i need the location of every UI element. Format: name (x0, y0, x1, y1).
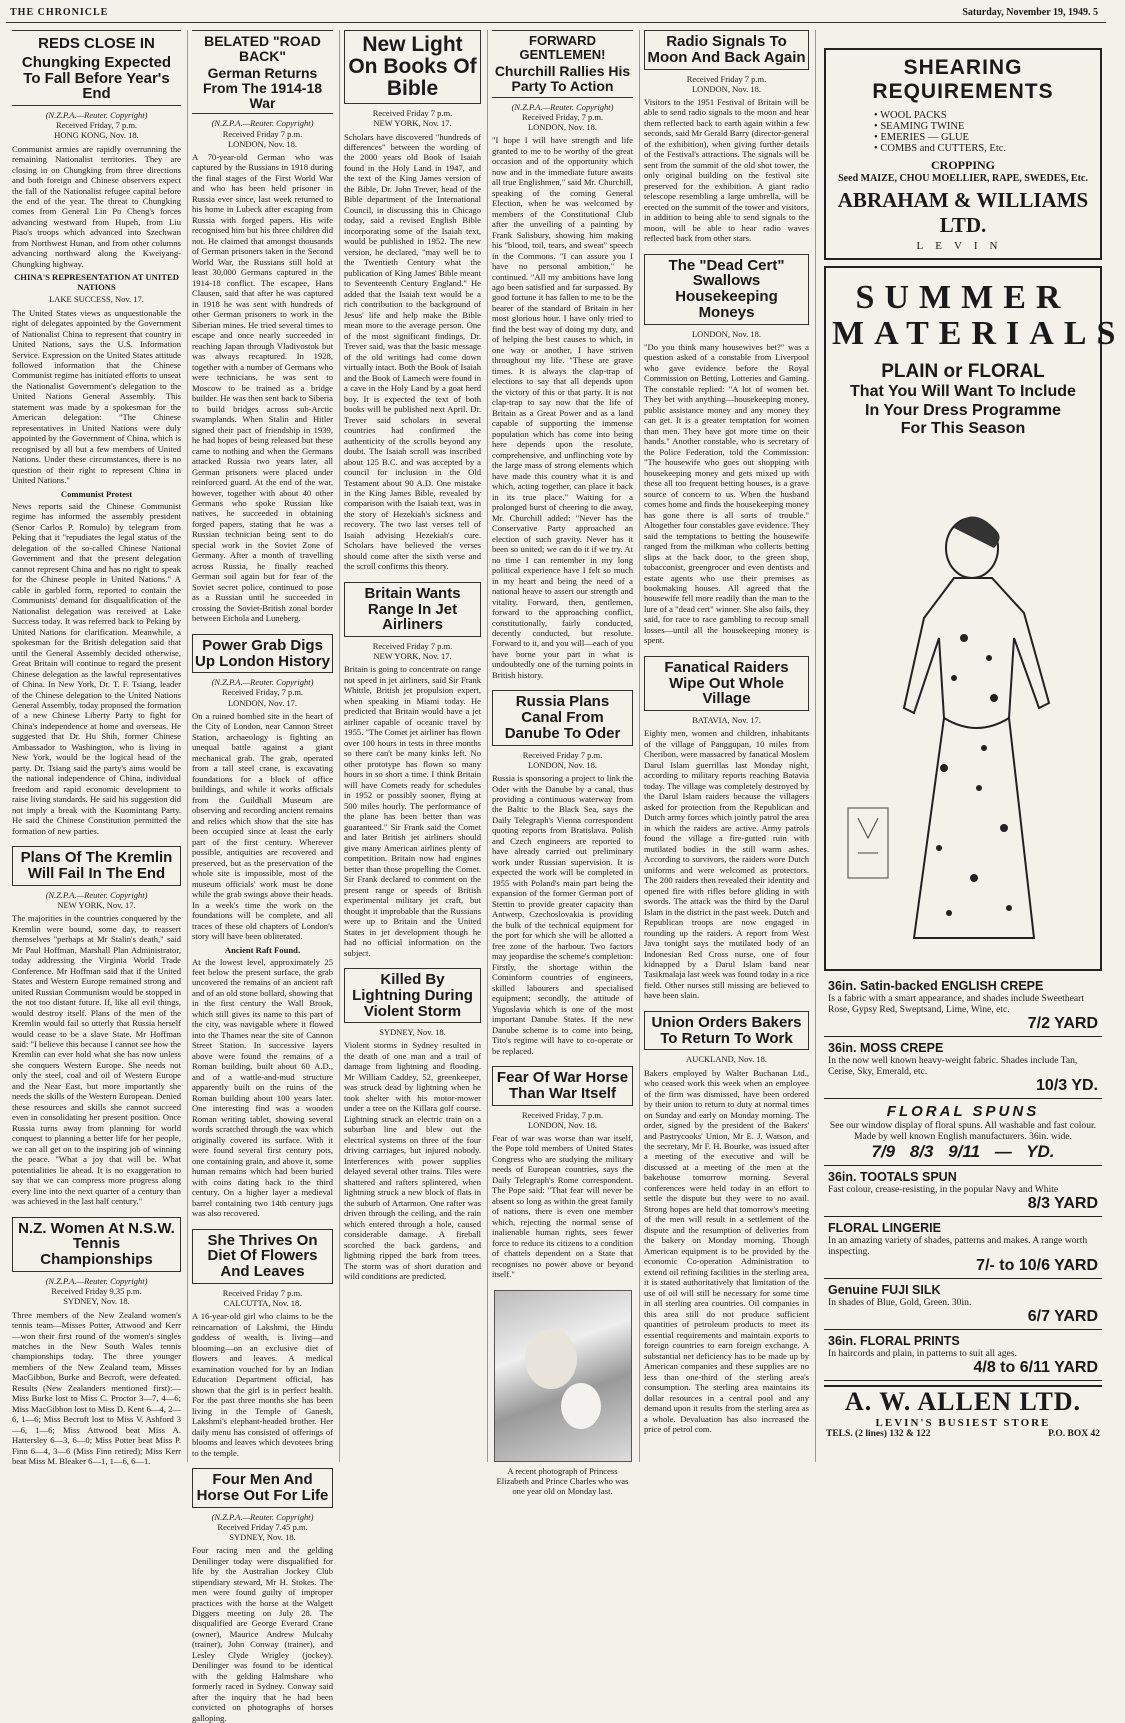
photo-figure (561, 1383, 601, 1429)
dateline: Received Friday 7 p.m. LONDON, Nov. 18. (686, 73, 767, 94)
fabric-name: Genuine FUJI SILK (828, 1283, 941, 1298)
issue-date: Saturday, November 19, 1949. 5 (962, 7, 1098, 18)
fabric-desc: In shades of Blue, Gold, Green. 30in. (828, 1297, 972, 1309)
ad-seed-line: Seed MAIZE, CHOU MOELLIER, RAPE, SWEDES, Etc. (838, 173, 1088, 184)
fabric-price: 6/7 YARD (1027, 1308, 1098, 1326)
ad-title: SHEARING REQUIREMENTS (872, 56, 1054, 103)
fabric-item (824, 1166, 1102, 1217)
dateline: (N.Z.P.A.—Reuter. Copyright) Received Friday, 7 p.m. HONG KONG, Nov. 18. (45, 110, 148, 141)
photo-figure (525, 1329, 577, 1389)
dateline: (N.Z.P.A.—Reuter. Copyright) Received Friday, 7 p.m. LONDON, Nov. 18. (511, 101, 614, 133)
story-warhorse (492, 1066, 633, 1280)
subhead: Communist Protest (60, 488, 133, 499)
fabric-item (824, 1099, 1102, 1166)
shearing-ad (824, 48, 1102, 260)
dateline: (N.Z.P.A.—Reuter. Copyright) Received Friday 7 p.m. LONDON, Nov. 18. (211, 118, 314, 149)
headline: The "Dead Cert" Swallows Housekeeping Moneys (644, 254, 809, 325)
dateline: BATAVIA, Nov. 17. (692, 715, 761, 726)
story-reds (12, 30, 181, 836)
story-body: Britain is going to concentrate on range not speed in jet airliners, said Sir Frank Whittle, British jet propulsion expert, when speaking in Miami today. He predicted that Britain would have a jet airliner capable of oceanic travel by 1955. "The Comet jet airliner has flown over 100 hours in tests in three months so there can't be many kinks left. No other prototype has flown so many hours in so short a time. I think Britain will have Comets ready for schedules in 1952 or possibly sooner, flying at 500 miles hourly. The performance of the plane has been better than was guaranteed." Sir Frank said the Comet and later British jet airliners should give many American airlines plenty of competition. Britain now had engines better than those propelling the Comet. Sir Frank declared to comment on the present range or speeds of British experimental military jet craft, but thought it improbable that the Russians were up to Britain and the United States in jet development though he had no official information on the subject. (344, 664, 481, 958)
fabric-desc: Fast colour, crease-resisting, in the popular Navy and White (828, 1184, 1059, 1196)
ad-list-item: • COMBS and CUTTERS, Etc. (874, 143, 1092, 154)
fabric-desc: In an amazing variety of shades, patterns and makes. A range worth inspecting. (828, 1235, 1088, 1258)
headline: Killed By Lightning During Violent Storm (344, 968, 481, 1023)
fabric-desc: In haircords and plain, in patterns to suit all ages. (828, 1348, 1017, 1360)
headline: N.Z. Women At N.S.W. Tennis Championships (12, 1217, 181, 1272)
fabric-name: FLORAL LINGERIE (828, 1221, 941, 1236)
store-po-box: P.O. BOX 42 (1048, 1429, 1100, 1440)
story-bakers (644, 1011, 809, 1435)
story-lightning (344, 968, 481, 1282)
headline: Russia Plans Canal From Danube To Oder (492, 690, 633, 745)
dateline: (N.Z.P.A.—Reuter. Copyright) Received Friday 9.35 p.m. SYDNEY, Nov. 18. (45, 1275, 148, 1307)
dateline: (N.Z.P.A.—Reuter. Copyright) Received Friday, 7 p.m. LONDON, Nov. 17. (211, 677, 314, 708)
headline: REDS CLOSE IN Chungking Expected To Fall Before Year's End (12, 30, 181, 106)
fabric-name: 36in. TOOTALS SPUN (828, 1170, 957, 1185)
dateline: Received Friday 7 p.m. NEW YORK, Nov. 17. (372, 108, 453, 129)
fabric-name: FLORAL SPUNS (886, 1103, 1040, 1121)
fabric-item (824, 1037, 1102, 1099)
dateline: SYDNEY, Nov. 18. (379, 1027, 446, 1038)
story-horse (192, 1468, 333, 1723)
story-tennis (12, 1217, 181, 1467)
fabric-desc: See our window display of floral spuns. All washable and fast colour. Made by well known English manufacturers. 36in. wide. (829, 1120, 1097, 1143)
story-body: The United States views as unquestionable the right of delegates appointed by the Government of Nationalist China to represent that country in United Nations, says the U.S. Information Service. Expression on the United States attitude followed information that the Chinese Communist regime has initiated efforts to unseat the Nationalist Government's delegation to the United Nations General Assembly. This statement was made by a spokesman for the American delegation: "The Chinese representatives in United Nations were duly appointed by the Government of China, which is recognised by all but a few members of United Nations. Under these circumstances, there is no question of their right to represent China in United Nations." (12, 307, 181, 486)
story-bible (344, 30, 481, 572)
story-flowers (192, 1229, 333, 1458)
royal-photo (494, 1290, 632, 1462)
ad-list (874, 110, 1092, 154)
fabric-price: 7/- to 10/6 YARD (976, 1257, 1098, 1275)
ad-subtitle: CROPPING (931, 158, 995, 172)
headline: Four Men And Horse Out For Life (192, 1468, 333, 1508)
ad-title: SUMMER MATERIALS (832, 279, 1125, 352)
story-body: Scholars have discovered "hundreds of differences" between the wording of the 2000 years old Book of Isaiah found in the Holy Land in 1947, and the text of the King James version of the Bible, Dr. John Trever, head of the Bible department of the International Council, in discussing this in Chicago today, said a revised English Bible incorporating some of the Isaiah text, would be published in 1952. The new version, he declared, "may well be to the Twentieth Century what the publication of King James' Bible meant to Seventeenth Century England." He added that the Isaiah text would be a rich contribution to the background of Jesus' life and help make the Bible mean more to the average person. One of the most significant findings, Dr. Trever said, was that the basic message of the old writings had come down virtually intact. Both the Book of Isaiah and the Book of Lamech were found in a cave in the Holy Land by a goat herd boy. It is expected the text of both books will be published next April. Dr. Trever said scholars in several countries had confirmed the authenticity of the scrolls beyond any doubt. The Isaiah scroll was inscribed about 125 B.C. and was accepted by a council for inclusion in the Old Testament about 90 A.D. One mistake in the King James Bible, revealed by comparison with the Isaiah text, was in the story of Hezekiah's sickness and recovery. The two last verses tell of Isaiah advising Hezekiah's cure. Scholars have believed the verses should come after the sixth verse and the scroll confirms this theory. (344, 131, 481, 572)
ad-list-item: • SEAMING TWINE (874, 121, 1092, 132)
story-body: Violent storms in Sydney resulted in the death of one man and a trail of damage from lightning and flooding. Mr William Caddey, 52, greenkeeper, was struck dead by lightning when he took shelter with his motor-mower under a tree on the Killara golf course. Lightning struck an electric train on a suburban line and blew out the electrical systems on three of the four driving carriages, but injured nobody. Interferences with power supplies delayed several other trains. Tiles were shattered and rafters splintered, when lightning struck a new block of flats in the suburb of Artarmon. One rafter was driven through the ceiling, and the rain which entered through a hole, caused considerable damage. A fireball scorched the back gardens, and lightning ripped the bark from trees. The storm was of short duration and wild conditions are predicted. (344, 1040, 481, 1282)
story-body: Russia is sponsoring a project to link the Oder with the Danube by a canal, thus providing a continuous waterway from the Baltic to the Black Sea, says the Daily Telegraph's Vienna correspondent quoting reports from Bratislava. Polish and Czech engineers are reported to have already carried out preliminary work under Russian supervision. It is expected the work will be completed in 1955 with Poland's main part being the expansion of the former German port of Stettin to provide greater capacity than Antwerp. Czechoslovakia is providing the bulk of the technical equipment for the port for which she will be allotted a free zone of the harbour. Two factors may jeopardise the scheme's completion: Firstly, the shortage within the Cominform countries of engineers, skilled labourers and specialised equipment; secondly, the attitude of Yugoslavia which is one of the most important Danube States. If the new Danube scheme is to come into being, Tito's regime will have to co-operate or be replaced. (492, 773, 633, 1056)
headline: Power Grab Digs Up London History (192, 634, 333, 674)
headline: BELATED "ROAD BACK" German Returns From The 1914-18 War (192, 30, 333, 114)
headline: Union Orders Bakers To Return To Work (644, 1011, 809, 1051)
column-3 (340, 30, 488, 1462)
column-1 (8, 30, 188, 1467)
headline: Britain Wants Range In Jet Airliners (344, 582, 481, 637)
dateline: (N.Z.P.A.—Reuter. Copyright) NEW YORK, Nov. 17. (45, 889, 148, 910)
story-body: Four racing men and the gelding Denilinger today were disqualified for life by the Australian Jockey Club stipendiary steward, Mr H. Stokes. The men were found guilty of improper practices with the horse at the Walgett Diggers meeting on July 28. The disqualified are George Everard Crane (owner), Maurice Andrew Mulcahy (trainer), John Conway (trainer), and Lesley Clyde Wrigley (jockey). Denilinger was found to be identical with the gelding Halmshare who formerly raced in Sydney. Conway said after the inquiry that he had been convicted on photographs of horses galloping. (192, 1545, 333, 1723)
story-body: A 16-year-old girl who claims to be the reincarnation of Lakshmi, the Hindu goddess of wealth, is living—and blooming—on an exclusive diet of flowers and leaves. A medical examination vouched for by an Indian Education Department official, has shown that the girl is in perfect health. For the past three months she has been living in the Temple of Ganesh, Lakshmi's elephant-headed brother. Her daily menu has consisted of offerings of blooms and leaves which devotees bring to the temple. (192, 1311, 333, 1458)
fabric-list (824, 975, 1102, 1381)
fabric-item (824, 1330, 1102, 1381)
masthead (6, 4, 1106, 23)
dress-model-illustration (844, 508, 1084, 948)
paper-name: THE CHRONICLE (10, 7, 109, 18)
photo-caption: A recent photograph of Princess Elizabeth and Prince Charles who was one year old on Monday last. (496, 1465, 629, 1497)
allen-footer (824, 1385, 1102, 1439)
store-name: A. W. ALLEN LTD. (844, 1387, 1082, 1417)
fabric-name: 36in. MOSS CREPE (828, 1041, 944, 1056)
story-raiders (644, 656, 809, 1001)
fabric-name: 36in. Satin-backed ENGLISH CREPE (828, 979, 1044, 993)
summer-materials-ad (824, 266, 1125, 971)
story-body: Communist armies are rapidly overrunning the remaining Nationalist territories. They are closing in on Chungking from three directions and both foreign and Chinese observers expect the fall of the Nationalist refugee capital before the end of the year. The threat to Chungking comes from General Lin Po Cheng's forces advancing westward from Hupeh, from Liu Piao's troops which advanced into Szechwan from Northwest Hunan, and from other columns advancing northward along the Kweiyang-Chungking highway. (12, 143, 181, 269)
fabric-desc: In the now well known heavy-weight fabric. Shades include Tan, Cerise, Sky, Emerald, etc. (828, 1055, 1078, 1078)
dateline: Received Friday 7 p.m. NEW YORK, Nov. 17. (372, 641, 453, 662)
story-danube (492, 690, 633, 1056)
dateline: AUCKLAND, Nov. 18. (686, 1054, 767, 1065)
headline: Fanatical Raiders Wipe Out Whole Village (644, 656, 809, 711)
store-slogan: LEVIN'S BUSIEST STORE (875, 1417, 1051, 1430)
subhead: Ancient Raft Found. (224, 944, 301, 955)
dateline: LAKE SUCCESS, Nov. 17. (49, 294, 144, 305)
story-body: "Do you think many housewives bet?" was a question asked of a constable from Liverpool who gave evidence before the Royal Commission on Betting, Lotteries and Gaming. The constable replied: "A lot of women bet. They bet with anything—housekeeping money, public assistance money and any money they can get. It is a greater temptation for women than men. They have got more time on their hands." Another constable, who is secretary of the Police Federation, told the Commission: "The housewife who goes out shopping with housekeeping money and gets mixed up with these all too frequent betting houses, is a grave source of concern to us. When the husband comes home and finds the housekeeping money has gone there is all sorts of trouble." Altogether four constables gave evidence. They said the temptations to betting the housewife ranged from the milkman who collects betting slips at the back door, to the green shop, tobacconist, greengrocer and even dentists and estate agents who use their premises as bookmaking houses. All agreed that the housewife fell more readily than the man to the lure of a "dead cert" winner. She also fails, they said, for race to race gambling to recoup small losses—until all the housekeeping money is spent. (644, 341, 809, 646)
subhead: CHINA'S REPRESENTATION AT UNITED NATIONS (14, 272, 179, 293)
column-4 (488, 30, 640, 1497)
story-body: The majorities in the countries conquered by the Kremlin were bound, some day, to reassert themselves "perhaps at Mr Stalin's death," said Mr Paul Hoffman, Marshall Plan Administrator, today addressing the Virginia World Trade Conference. Mr Hoffman said that if the United States and Western Europe remained strong and united Russian Communism would be stopped in the not too distant future. If, like all evil things, would destroy itself. Plans of the men of the Kremlin would fail so utterly that Russia herself would cease to be a slave State. Mr Hoffman said: "I believe this because I cannot see how the Kremlin can ever hold what she has now unless she conquers Western Europe. She needs not only the steel, coal and oil of Western Europe and the Near East, but more importantly she needs the skills of the Western European. Denied these resources and skills she cannot succeed even in consolidating her present position. Once Russia turns away from planning for world conquest to planning a better life for her people, we can all get on to the inspiring job of winning the peace. "What a joy that will be. What potentialities lie ahead. It is no exaggeration to say that we can compress more progress along every line into the next quarter of a century than was achieved in the last half century." (12, 913, 182, 1207)
story-body: On a ruined bombed site in the heart of the City of London, near Cannon Street Station, archaeology is fighting an unequal battle against a giant mechanical grab. The grab, operated from a tall steel crane, is excavating foundations for a block of office buildings, and while it works officials from the Guildhall Museum are observing and recording ancient remains and relics which show that the site has been occupied since at least the early part of the first century. Wherever possible, antiquities are recovered and preserved, but as the preservation of the whole site is impossible, most of the museum officials' work must be done while the grab swings above their heads. In a week's time the work on the foundations will be complete, and all traces of these old chapters of London's story will have been obliterated. (192, 710, 333, 942)
store-contact (824, 1429, 1102, 1439)
dateline: (N.Z.P.A.—Reuter. Copyright) Received Friday 7.45 p.m. SYDNEY, Nov. 18. (211, 1511, 314, 1542)
fabric-price: 8/3 YARD (1027, 1195, 1098, 1213)
fabric-price: 7/2 YARD (1027, 1015, 1098, 1033)
story-body: Eighty men, women and children, inhabitants of the village of Panggupan, 10 miles from Cheribon, were massacred by fanatical Moslem Darul Islam guerrillas last Monday night, according to military reports reaching Batavia today. The village was completely destroyed by the Darul Islam raiders because the villagers asked for protection from the Republican and Dutch army forces which jointly patrol the area in which the raiders are active. Army patrols found the village a fire-gutted ruin with mutilated bodies in the still warm ashes. According to survivors, the raiders wore Dutch uniforms and were welcomed as protectors. The 200 raiders then revealed their identity and opened fire with rifles before gliding in with swords. The attack was the third by the Darul Islam in the district in the past week. Dutch and Republican troops are now engaged in rounding up the raiders. A report from West Java tonight says the mutilated body of an Indonesian Red Cross nurse, one of four kidnapped by a Darul Islam band near Tasikmalaja last week was found today in a rice field. Other nurses still missing are believed to have been slain. (644, 728, 809, 1001)
store-phone: TELS. (2 lines) 132 & 122 (826, 1429, 931, 1440)
story-body: News reports said the Chinese Communist regime has informed the assembly president (Senor Carlos P. Romulo) by telegram from Peking that it "repudiates the legal status of the delegation of the so-called Chinese National Government and that the present delegation cannot represent China and has no right to speak for the Chinese people in United Nations." A cable in garbled form, reported to contain the Communists' demand for disqualification of the Nationalist delegation was received at Lake Success today. It was referred back to Peking by United Nations for clarification. Meanwhile, a spokesman for the British delegation said that until the General Assembly decided otherwise, Great Britain will continue to regard the present Chinese delegation as the lawful representatives of China. In New York, Dr. T. F. Tsiang, leader of the Chinese delegation to the United Nations General Assembly, today proposed the formation of a new Chinese Liberty Party to fight for China's independence at home and overseas. He suggested that Dr. Hu Shih, former Chinese Ambassador to Washington, who is living in New York, would be the logical head of the party. Dr. Tsiang said the party's aims would be the national independence of China, individual freedom and rapid economic development to raise living standards. He said his suggestion did not imply a break with the Kuomintang Party. He said the Chinese Constitution permitted the formation of new parties. (12, 500, 181, 836)
fabric-name: 36in. FLORAL PRINTS (828, 1334, 960, 1349)
ad-subtitle: PLAIN or FLORAL That You Will Want To Include In Your Dress Programme For This Season (850, 361, 1076, 437)
story-body: Bakers employed by Walter Buchanan Ltd., who ceased work this week when an employee of the firm was dismissed, have been ordered by their union to return to duty at normal times on Sunday and early on Monday morning. The order, signed by the president of the Bakers' and Pastrycooks' Union, Mr E. J. Watson, and the secretary, Mr F. H. Bourke, was issued after a meeting of the executive and will be discussed at a meeting of the men at the bakehouse tomorrow morning. Several conferences were held today in an effort to settle the dispute but they were to no avail. Strong hopes are held that tomorrow's meeting of the men will result in a settlement of the dispute and the resumption of deliveries from the bakery on Monday morning. Though American equipment is to be provided by the economic Co-operation Administration to extend oil refining facilities in the sterling area, it is stated authoritatively that limitation of the use of oil will still be necessary for some time in all sterling area countries. Oil companies in this area still do not produce sufficient quantities of petroleum products to meet its essential requirements and maintain exports to foreign countries to earn foreign exchange. A substantial net deficiency has to be made up by American companies and these supplies are no less than one-third of the sterling area's consumption. The sterling area maintains its dollar resources in a central pool and any demand upon it results from the sterling area as a whole. Devaluation has also increased the price of petrol com. (644, 1067, 809, 1435)
fabric-desc: Is a fabric with a smart appearance, and shades include Sweetheart Rose, Gypsy Red, Sweptsand, Lime, Wine, etc. (828, 993, 1084, 1016)
story-body: "I hope I will have strength and life granted to me to be worthy of the great occasion and of the opportunity which now and in the immediate future awaits all true Englishmen," said Mr. Churchill, speaking of the coming General Election, when he was welcomed by members of the Constitutional Club after the unveiling of a painting by Frank Salisbury, showing him making his "blood, toil, tears, and sweat" speech in the Commons. "I can assure you I have no personal ambition," he continued. "All my ambitions have long ago been satisfied and far surpassed. By good fortune it has fallen to me to be the bearer of the standard of Britain in her most glorious hour. I have only tried to find the best way of doing my duty, and of helping the best causes to which, in one way or another, I have striven throughout my life. "These are grave times. It is always the clap-trap of elections to say that all depends upon the victory of this or that party. It is not clap-trap to say now that the life of Britain as a Great Power and as a land capable of supporting the immense population which has come into being here depends upon the resolute, comprehensive, and unflinching vote by the large mass of strong elements which have made this country what it is and which, acting together, can place it back in its true place." Waiting for a prolonged burst of cheering to die away, Mr. Churchill added: "Never has the Conservative Party approached an election of such gravity. Never has it been so united; we can do it if we try. At no time I can remember in my long political experience have I felt so much in my heart and being the need of a national heave to assert our strength and vitality. Forward, then, gentlemen, forward to the approaching conflict, constitutionally, fairly conducted, decently conducted, but resolute. Forward to it, and you will—each of you have borne your part in what is undoubtedly one of the turning points in British history. (492, 135, 633, 680)
story-body: Visitors to the 1951 Festival of Britain will be able to send radio signals to the moon and hear them reflected back to earth again within a few seconds, said Mr Gerald Barry (director-general of the exhibition), when giving further details of the Festival's attractions. The signals will be sent from the summit of the old shot tower, the only original building on the festival site preserved for the exhibition. A giant radio telescope resembling a large umbrella, will be erected on the summit of the tower and visitors, in addition to being able to send signals to the moon, will be able to hear radio waves reflected back from other stars. (644, 96, 809, 244)
story-roadback (192, 30, 333, 624)
ad-list-item: • EMERIES — GLUE (874, 132, 1092, 143)
story-body: A 70-year-old German who was captured by the Russians in 1918 during the final stages of the First World War and who has been held prisoner in Russia ever since, last week returned to his home in Lubeck after escaping from Russia with forged papers. His wife recognised him but his three children did not. He claimed that amongst thousands of German prisoners taken in the Second World War, the Russians still hold at least 30,000 Germans captured in the 1914-18 conflict. The escapee, Hans Clausen, said that after he was captured in 1918 he was sent with hundreds of other German prisoners to work in the Siberian mines. He tried several times to escape and once nearly succeeded in reaching Japan through Vladivostok but was always recaptured. In 1928, together with a number of Germans who were technicians, he was sent to Moscow to be trained as a bridge builder. He was then sent back to Siberia to build bridges across sub-Arctic swamplands. When Stalin and Hitler signed their pact of friendship in 1939, he had hopes of being released but these came to nothing and when the Germans attacked Russia two years later, all German prisoners were placed under reinforced guard. At the end of the war, however, together with about 40 other Germans who spoke Russian like natives, he succeeded in obtaining forged papers, stating that he was a Russian technician being sent to do special work in the Soviet Zone of Germany. After a month of travelling across Russia, he finally reached German soil again but for fear of the Soviet secret police, continued to pose as a Russian until he succeeded in crossing the Soviet-British zonal border between Eichola and Luneberg. (192, 152, 333, 624)
story-churchill (492, 30, 633, 680)
column-5 (640, 30, 816, 1462)
story-body: Fear of war was worse than war itself, the Pope told members of United States Congress who are studying the military needs of European countries, says the Daily Telegraph's Rome correspondent. The Pope said: "That fear will never be absent so long as within the great family of nations, there is even one member which, rejecting the normal sense of inalienable human rights, sees fewer force to reduce its citizens to a condition of chattels dependent on a State that recognises no power above or beyond itself." (492, 1132, 633, 1280)
story-body: Three members of the New Zealand women's tennis team—Misses Potter, Attwood and Kerr—won their first round of the women's singles matches in the New South Wales tennis championships today. The three younger members of the New Zealand team, Misses MacGibbon, Burke and Becroft, were defeated. Results (New Zealanders mentioned first):—Miss Burke lost to Miss C. Proctor 3—7, 4—6; Miss MacGibbon lost to Miss D. Kent 6—4, 2—6, 1—6; Miss Becroft lost to Miss V. Ashford 3—6, 1—6; Miss Attwood beat Miss A. Hattersley 6—3, 6—0; Miss Potter beat Miss P. Finn 6—4, 3—6 (Miss Finn retired); Miss Kerr beat Miss M. Bleaker 6—1, 1—6, 6—1. (12, 1309, 181, 1467)
fabric-item (824, 975, 1102, 1037)
story-radio (644, 30, 809, 244)
fabric-price: 4/8 to 6/11 YARD (973, 1359, 1098, 1377)
ad-list-item: • WOOL PACKS (874, 110, 1092, 121)
ad-firm-name: ABRAHAM & WILLIAMS LTD. (837, 188, 1089, 237)
dateline: Received Friday 7 p.m. CALCUTTA, Nov. 18. (222, 1287, 303, 1309)
fabric-price: 7/9 8/3 9/11 — YD. (871, 1142, 1055, 1162)
headline: She Thrives On Diet Of Flowers And Leaves (192, 1229, 333, 1284)
headline: Fear Of War Horse Than War Itself (492, 1066, 633, 1106)
story-deadcert (644, 254, 809, 646)
headline: Plans Of The Kremlin Will Fail In The End (12, 846, 181, 886)
story-airliners (344, 582, 481, 958)
fabric-item (824, 1217, 1102, 1279)
story-kremlin (12, 846, 181, 1206)
headline: FORWARD GENTLEMEN! Churchill Rallies His Party To Action (492, 30, 633, 98)
story-body: At the lowest level, approximately 25 feet below the present surface, the grab uncovered the remains of an ancient raft and of an old stone bollard, showing that in the first century the Wall Brook, which still gives its name to this part of the city, was navigable where it flowed into the Thames near the site of Cannon Street Station. In successive layers above were found the remains of a Roman building, built about 60 A.D., and of a wattle-and-mud structure apparently built on the ruins of the Roman building about 100 years later. One interesting find was a wooden Roman writing tablet, showing several words scratched through the wax which originally covered its surface. With it were found several first century pots, one containing grain, and above it, some human remains which had been buried with coins dating back to the third century. On a higher layer a medieval barrel containing two 14th century jugs was also recovered. (192, 956, 333, 1219)
story-powergrab (192, 634, 333, 1219)
headline: New Light On Books Of Bible (344, 30, 481, 104)
dateline: Received Friday, 7 p.m. LONDON, Nov. 18. (521, 1109, 604, 1130)
ads-column (818, 30, 1125, 1462)
dateline: LONDON, Nov. 18. (691, 328, 762, 339)
fabric-item (824, 1279, 1102, 1330)
column-2 (188, 30, 340, 1723)
fabric-price: 10/3 YD. (1036, 1077, 1098, 1095)
headline: Radio Signals To Moon And Back Again (644, 30, 809, 70)
ad-town: LEVIN (916, 240, 1010, 252)
dateline: Received Friday 7 p.m. LONDON, Nov. 18. (522, 749, 603, 770)
